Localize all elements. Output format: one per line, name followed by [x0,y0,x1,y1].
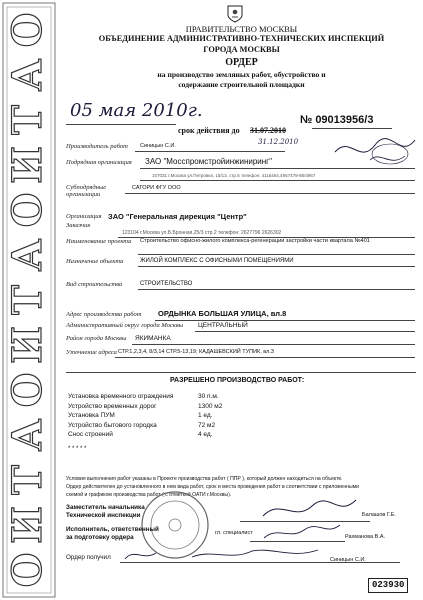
validity-new-date: 31.12.2010 [258,138,299,146]
project-value: Строительство офисно-жилого комплекса-регенерации застройки части квартала №401 [140,238,370,244]
work-address-label: Адрес производства работ [66,311,142,318]
project-label: Наименование проекта [66,238,132,245]
serial-number: 023930 [368,578,408,593]
area-value: ЯКИМАНКА [135,335,171,342]
side-letter: И [4,146,51,184]
subcontractor-label: Субподрядные организации [66,184,107,198]
permitted-work-row [68,422,215,429]
permitted-work-row [68,393,219,400]
side-letter: Т [4,105,51,135]
permitted-work-row [68,412,213,419]
header-government: ПРАВИТЕЛЬСТВО МОСКВЫ [185,24,298,34]
permitted-work-name: Установка ПУМ [68,412,115,419]
chief-name: Балашов Г.Е. [362,512,396,518]
side-letter: А [4,58,51,92]
client-label: Заказчик [66,222,91,229]
purpose-value: ЖИЛОЙ КОМПЛЕКС С ОФИСНЫМИ ПОМЕЩЕНИЯМИ [140,258,294,264]
permitted-work-name: Устройство временных дорог [68,402,157,410]
work-address-value: ОРДЫНКА БОЛЬШАЯ УЛИЦА, вл.8 [158,309,287,318]
side-letter: О [4,12,51,48]
construction-type-value: СТРОИТЕЛЬСТВО [140,281,193,287]
side-letter: О [4,552,51,588]
side-letter: О [4,372,51,408]
side-letter: О [4,192,51,228]
received-label: Ордер получил [66,554,111,561]
clarify-address-label: Уточнение адреса [66,349,117,356]
conditions-line-3: схемой и графиком производства работ ( с отметкой ОАТИ г.Москвы). [66,492,232,498]
document-subtitle-2: содержание строительной площадки [178,80,305,89]
permitted-work-name: Установка временного ограждения [68,393,174,400]
side-letter: Т [4,285,51,315]
area-label: Район города Москвы [66,335,127,342]
organization-value: ЗАО "Генеральная дирекция "Центр" [108,212,247,221]
organization-label: Организация [66,213,102,220]
permitted-work-row [68,431,213,438]
performer-value: Синицын С.И. [140,143,176,149]
subcontractor-value: САТОРИ ФГУ ООО [132,185,181,191]
side-letter: И [4,506,51,544]
contractor-label: Подрядная организация [66,159,132,166]
chief-signature [260,496,360,524]
received-name: Синицын С.И. [330,557,366,563]
conditions-line-2: Ордер действителен до установленного в нем вида работ, срок и места проведения работ в соответствии с приложенными [66,484,359,490]
responsible-label-2: за подготовку ордера [66,534,134,541]
document-subtitle-1: на производство земляных работ, обустройство и [157,70,326,79]
permitted-work-value: 30 п.м. [198,393,219,400]
header-association: ОБЪЕДИНЕНИЕ АДМИНИСТРАТИВНО-ТЕХНИЧЕСКИХ ИНСПЕКЦИЙ [98,34,385,43]
specialist-label: гл. специалист [215,530,253,536]
permitted-work-name: Устройство бытового городка [68,421,157,429]
specialist-signature [262,522,342,542]
moscow-coat-of-arms-icon [227,5,243,23]
performer-label: Производитель работ [66,143,128,150]
approval-signature [330,130,420,170]
received-signature [122,545,322,565]
side-letter: И [4,326,51,364]
side-letter: А [4,238,51,272]
permitted-title: РАЗРЕШЕНО ПРОИЗВОДСТВО РАБОТ: [170,377,305,384]
chief-label-2: Технической инспекции [66,512,141,519]
district-label: Административный округ города Москвы [66,322,184,329]
chief-label-1: Заместитель начальника [66,504,145,511]
oati-side-band [0,0,58,600]
permitted-work-value: 4 ед. [198,431,213,438]
clarify-address-value: СТР.1,2,3,4, 8/3,14 СТР.5-13,19; КАДАШЕВСКИЙ ТУПИК, вл.3 [118,349,274,355]
header-city: ГОРОДА МОСКВЫ [203,45,280,54]
district-value: ЦЕНТРАЛЬНЫЙ [198,322,248,329]
specialist-name: Рахманова В.А. [345,534,386,540]
side-letter: Т [4,465,51,495]
conditions-line-1: Условия выполнения работ указаны в Проекте производства работ ( ППР ), который должен находиться на объекте. [66,476,343,482]
validity-label: срок действия до [178,126,240,135]
document-title: ОРДЕР [225,57,258,68]
permitted-stars: * * * * * [68,446,87,452]
permitted-work-name: Снос строений [68,431,113,438]
side-letter: А [4,418,51,452]
permitted-work-value: 1300 м2 [198,402,223,410]
permitted-work-value: 1 ед. [198,412,213,419]
responsible-label-1: Исполнитель, ответственный [66,526,159,533]
permitted-work-row [68,403,222,410]
purpose-label: Назначение объекта [66,258,124,265]
contractor-value: ЗАО "Мосспромстройинжиниринг" [145,157,272,166]
construction-type-label: Вид строительства [66,281,123,288]
order-number: № 09013956/3 [300,114,374,126]
handwritten-date: 05 мая 2010г. [70,100,203,121]
permitted-work-value: 72 м2 [198,421,216,429]
contractor-address: 107031 г.Москва ул.Петровка, 15/13, стр.5 телефон: 4116464,4957479-85/4967 [152,173,316,178]
validity-old-date: 31.07.2010 [250,126,286,135]
client-value: 123104 г.Москва ул.Б.Бронная,25/3 стр.2 телефон: 2627796 2626302 [122,230,282,236]
